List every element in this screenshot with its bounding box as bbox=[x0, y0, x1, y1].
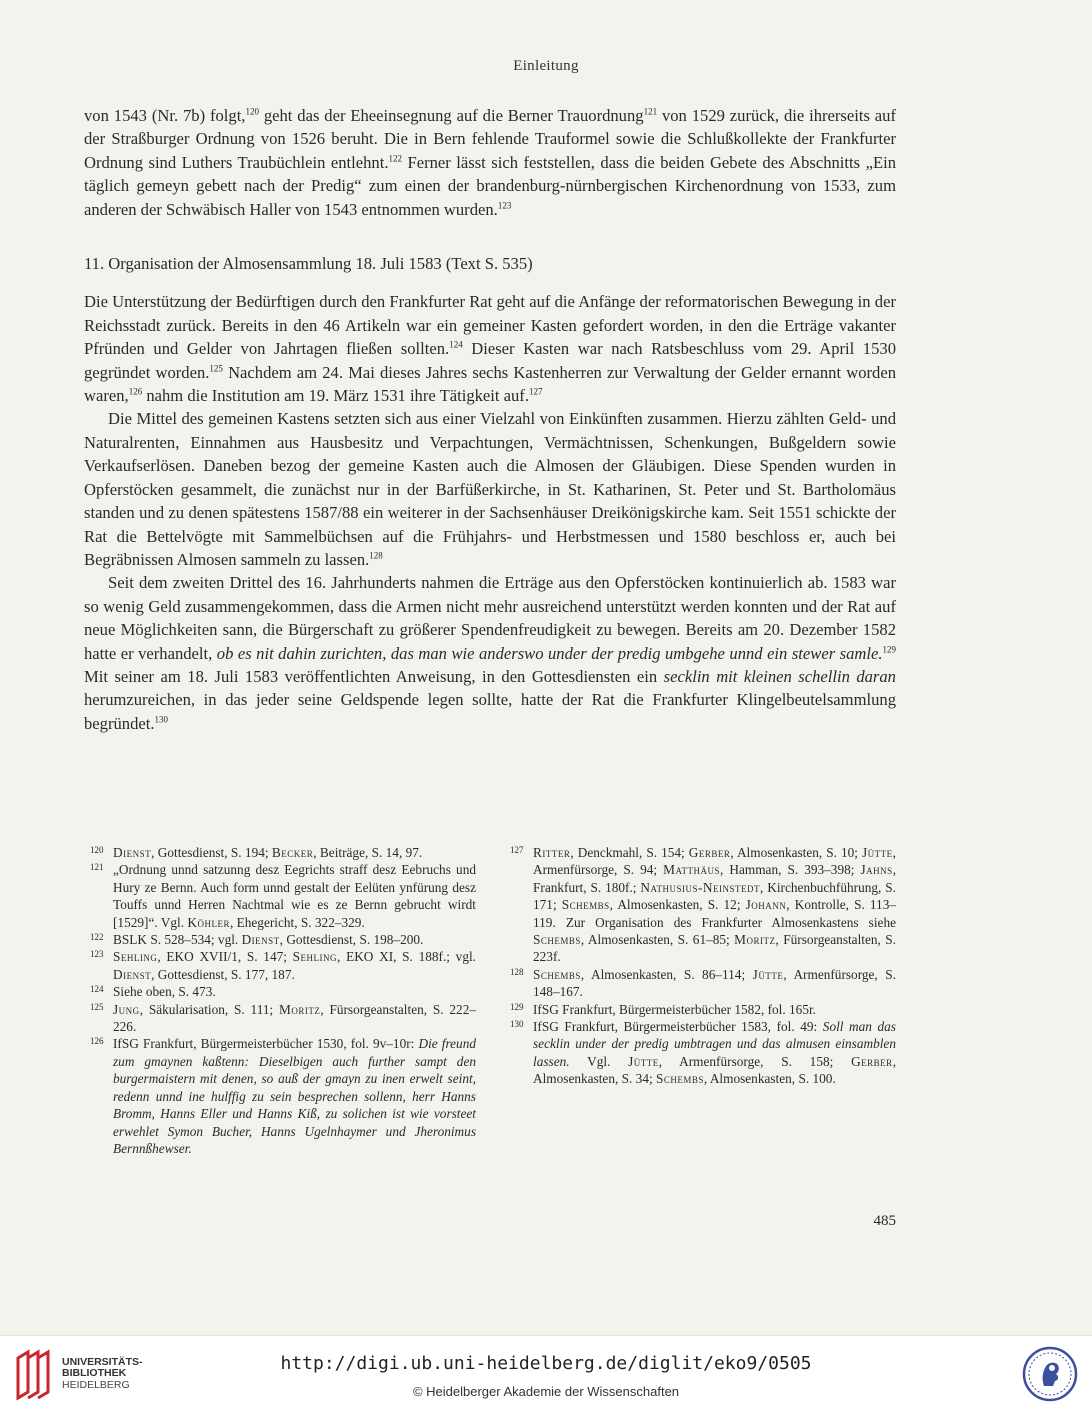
footnote-123: 123 Sehling, EKO XVII/1, S. 147; Sehling, EKO XI, S. 188f.; vgl. Dienst, Gottesdienst, S. 177, 187. bbox=[90, 949, 476, 982]
footnote-column-left bbox=[84, 844, 476, 1157]
section-heading: 11. Organisation der Almosensammlung 18. Juli 1583 (Text S. 535) bbox=[84, 254, 533, 274]
footnote-121: 121 „Ordnung unnd satzunng desz Eegrichts straff desz Eebruchs und Hury ze Bernn. Auch form unnd gestalt der Eelüten ynfürung desz Touffs unnd Herren Nachtmal wie es ze Bernn gebrucht wirdt [1529]“. Vgl. Köhler, Ehegericht, S. 322–329. bbox=[90, 862, 476, 930]
footnote-130: 130 IfSG Frankfurt, Bürgermeisterbücher 1583, fol. 49: Soll man das secklin under der predig umbtragen und das almusen einsamblen lassen. Vgl. Jütte, Armenfürsorge, S. 158; Gerber, Almosenkasten, S. 34; Schembs, Almosenkasten, S. 100. bbox=[510, 1019, 897, 1087]
footnote-ref[interactable]: 122 bbox=[388, 153, 402, 164]
footnote-ref[interactable]: 127 bbox=[528, 386, 543, 397]
footnote-ref[interactable]: 129 bbox=[882, 644, 896, 654]
footnote-126: 126 IfSG Frankfurt, Bürgermeisterbücher 1530, fol. 9v–10r: Die freund zum gmaynen kaßtenn: Dieselbigen auch further sampt den burgermaistern mit denen, so auß der gmayn zu inen erwelt seint, redenn unnd ine hulffig zu sein besprechen sollenn, herr Hanns Bromm, Hanns Eller und Hanns Kiß, zu solichen ist wie vorsteet erwehlet Symon Bucher, Hanns Ugelnhaymer und Jheronimus Bernnßhewser. bbox=[90, 1036, 477, 1156]
footnote-ref[interactable]: 128 bbox=[369, 550, 383, 561]
quotation: ob es nit dahin zurichten, das man wie anderswo under der predig umbgehe unnd ein stewer samle. bbox=[216, 643, 883, 663]
paragraph-2: Die Unterstützung der Bedürftigen durch den Frankfurter Rat geht auf die Anfänge der reformatorischen Bewegung in der Reichsstadt zurück. Bereits in den 46 Artikeln war ein gemeiner Kasten gefordert worden, in den die Erträge vakanter Pfründen und Gelder von Jahrtagen fließen sollten.$^{124}$ Dieser Kasten war nach Ratsbeschluss vom 29. April 1530 gegründet worden.$^{125}$ Nachdem am 24. Mai dieses Jahres sechs Kastenherren zur Verwaltung der Gelder ernannt worden waren,$^{126}$ nahm die Institution am 19. März 1531 ihre Tätigkeit auf.$^{127}$ bbox=[84, 292, 896, 406]
footnote-124: 124 Siehe oben, S. 473. bbox=[90, 984, 216, 1000]
footnotes bbox=[84, 844, 896, 1157]
footnote-120: 120 Dienst, Gottesdienst, S. 194; Becker, Beiträge, S. 14, 97. bbox=[90, 845, 423, 860]
footnote-122: 122 BSLK S. 528–534; vgl. Dienst, Gottesdienst, S. 198–200. bbox=[90, 932, 424, 948]
paragraph-3: Die Mittel des gemeinen Kastens setzten sich aus einer Vielzahl von Einkünften zusammen. Hierzu zählten Geld- und Naturalrenten, Einnahmen aus Hausbesitz und Verpachtungen, Vermächtnissen, Schenkungen, Bußgeldern sowie Verkaufserlösen. Daneben bezog der gemeine Kasten auch die Almosen der Gläubigen. Diese Spenden wurden in Opferstöcken gesammelt, die zunächst nur in der Barfüßerkirche, in St. Katharinen, St. Peter und St. Bartholomäus standen und zu denen spätestens 1587/88 ein weiterer in der Sachsenhäuser Dreikönigskirche kam. Seit 1551 schickte der Rat die Bettelvögte mit Sammelbüchsen auf die Frühjahrs- und Herbstmessen und 1580 beschloss er, auch bei Begräbnissen Almosen sammeln zu lassen.$^{128}$ bbox=[84, 409, 896, 569]
library-name: UNIVERSITÄTS- BIBLIOTHEK HEIDELBERG bbox=[62, 1355, 143, 1391]
quotation: secklin mit kleinen schellin daran bbox=[663, 666, 896, 686]
footnote-column-right bbox=[504, 844, 896, 1157]
footnote-ref[interactable]: 130 bbox=[154, 714, 168, 725]
footer-bar bbox=[0, 1335, 1092, 1413]
footnote-125: 125 Jung, Säkularisation, S. 111; Moritz, Fürsorgeanstalten, S. 222–226. bbox=[90, 1001, 476, 1035]
footnote-ref[interactable]: 120 bbox=[245, 106, 259, 117]
academy-seal-icon bbox=[1022, 1346, 1078, 1402]
paragraph-1: von 1543 (Nr. 7b) folgt,$^{120}$ geht das der Eheeinsegnung auf die Berner Trauordnung$^{121}$ von 1529 zurück, die ihrerseits auf der Straßburger Ordnung von 1526 beruht. Die in Bern fehlende Trauformel sowie die Schlußkollekte der Frankfurter Ordnung sind Luthers Traubüchlein entlehnt.$^{122}$ Ferner lässt sich feststellen, dass die beiden Gebete des Abschnitts „Ein täglich gemeyn gebett nach der Predig“ zum einen der brandenburg-nürnbergischen Kirchenordnung von 1533, zum anderen der Schwäbisch Haller von 1543 entnommen wurden.$^{123}$ bbox=[84, 106, 896, 219]
paragraph-4: Seit dem zweiten Drittel des 16. Jahrhunderts nahmen die Erträge aus den Opferstöcken kontinuierlich ab. 1583 war so wenig Geld zusammengekommen, dass die Armen nicht mehr ausreichend unterstützt werden konnten und der Rat auf neue Möglichkeiten sann, die Bürgerschaft zu größerer Spendenfreudigkeit zu bewegen. Bereits am 20. Dezember 1582 hatte er verhandelt, ob es nit dahin zurichten, das man wie anderswo under der predig umbgehe unnd ein stewer samle.$^{129}$ Mit seiner am 18. Juli 1583 veröffentlichten Anweisung, in den Gottesdiensten ein secklin mit kleinen schellin daran herumzureichen, in das jeder seine Geldspende legen sollte, hatte der Rat die Frankfurter Klingelbeutelsammlung begründet.$^{130}$ bbox=[84, 573, 896, 733]
footnote-129: 129 IfSG Frankfurt, Bürgermeisterbücher 1582, fol. 165r. bbox=[510, 1001, 816, 1017]
footnote-128: 128 Schembs, Almosenkasten, S. 86–114; Jütte, Armenfürsorge, S. 148–167. bbox=[510, 966, 896, 1000]
footnote-127: 127 Ritter, Denckmahl, S. 154; Gerber, Almosenkasten, S. 10; Jütte, Armenfürsorge, S. 94; Matthäus, Hamman, S. 393–398; Jahns, Frankfurt, S. 180f.; Nathusius-Neinstedt, Kirchenbuchführung, S. 171; Schembs, Almosenkasten, S. 12; Johann, Kontrolle, S. 113–119. Zur Organisation des Frankfurter Almosenkastens siehe Schembs, Almosenkasten, S. 61–85; Moritz, Fürsorgeanstalten, S. 223f. bbox=[510, 845, 897, 965]
main-text bbox=[84, 104, 896, 735]
copyright-notice: © Heidelberger Akademie der Wissenschaften bbox=[412, 1384, 680, 1399]
page-number: 485 bbox=[873, 1213, 896, 1229]
footnote-ref[interactable]: 125 bbox=[209, 363, 223, 374]
footnote-ref[interactable]: 121 bbox=[643, 106, 658, 117]
footnote-ref[interactable]: 124 bbox=[449, 339, 463, 350]
footnote-ref[interactable]: 126 bbox=[128, 386, 143, 397]
footnote-ref[interactable]: 123 bbox=[497, 200, 512, 211]
permalink-url[interactable]: http://digi.ub.uni-heidelberg.de/diglit/eko9/0505 bbox=[280, 1353, 812, 1374]
running-head: Einleitung bbox=[513, 58, 579, 74]
